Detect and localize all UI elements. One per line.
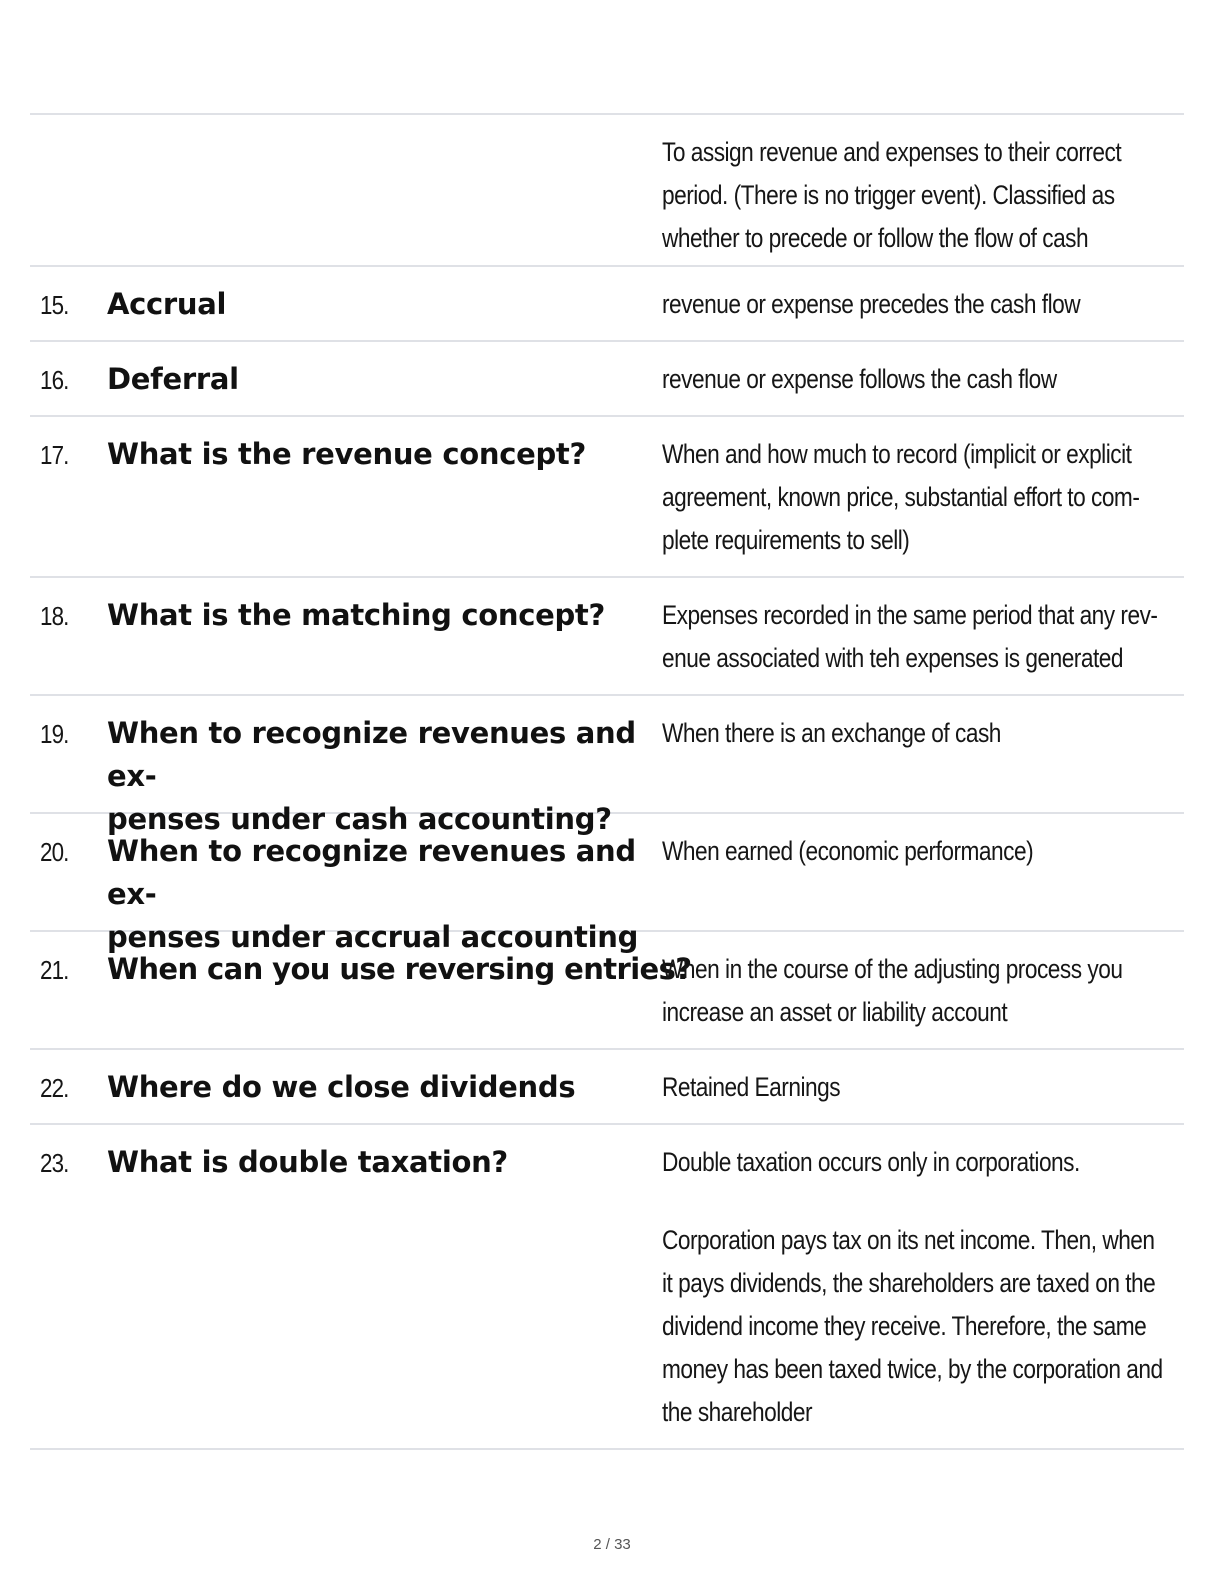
row-definition	[662, 594, 1166, 680]
row-term: When to recognize revenues and ex- penses under accrual accounting	[107, 834, 639, 954]
table-row	[30, 1125, 1184, 1450]
row-term: Deferral	[107, 362, 239, 396]
row-definition	[662, 131, 1166, 260]
definition-paragraph: To assign revenue and expenses to their correct period. (There is no trigger event). Classified as whether to precede or follow the flow of cash	[662, 137, 1122, 253]
page-number: 2 / 33	[593, 1536, 631, 1553]
row-number: 16.	[40, 365, 69, 395]
row-number: 15.	[40, 290, 69, 320]
row-term: Accrual	[107, 287, 227, 321]
row-number: 18.	[40, 601, 69, 631]
row-term: When can you use reversing entries?	[107, 952, 692, 986]
row-number: 20.	[40, 837, 69, 867]
table-row	[30, 814, 1184, 954]
row-term: What is the revenue concept?	[107, 437, 586, 471]
flashcard-table	[30, 113, 1184, 1450]
definition-paragraph: When in the course of the adjusting process you increase an asset or liability account	[662, 954, 1123, 1027]
row-definition	[662, 358, 1166, 401]
row-number: 23.	[40, 1148, 69, 1178]
table-row	[30, 578, 1184, 696]
row-definition	[662, 283, 1166, 326]
definition-paragraph: Retained Earnings	[662, 1072, 841, 1102]
definition-paragraph: When there is an exchange of cash	[662, 718, 1001, 748]
definition-paragraph: When and how much to record (implicit or explicit agreement, known price, substantial effort to com- plete requirements to sell)	[662, 439, 1140, 555]
row-definition	[662, 1141, 1166, 1434]
row-definition	[662, 712, 1166, 755]
table-row	[30, 267, 1184, 342]
definition-paragraph: When earned (economic performance)	[662, 836, 1034, 866]
definition-paragraph: revenue or expense follows the cash flow	[662, 364, 1057, 394]
row-term: Where do we close dividends	[107, 1070, 576, 1104]
row-definition	[662, 948, 1166, 1034]
row-term: What is double taxation?	[107, 1145, 508, 1179]
definition-paragraph: revenue or expense precedes the cash flow	[662, 289, 1081, 319]
row-number: 21.	[40, 955, 69, 985]
definition-paragraph: Expenses recorded in the same period that any rev- enue associated with teh expenses is generated	[662, 600, 1158, 673]
row-term: What is the matching concept?	[107, 598, 606, 632]
table-row	[30, 417, 1184, 578]
definition-paragraph: Corporation pays tax on its net income. Then, when it pays dividends, the shareholders are taxed on the dividend income they receive. Therefore, the same money has been taxed twice, by the corporation and the shareholder	[662, 1225, 1163, 1427]
table-row	[30, 115, 1184, 267]
table-row	[30, 1050, 1184, 1125]
row-number: 19.	[40, 719, 69, 749]
row-term: When to recognize revenues and ex- penses under cash accounting?	[107, 716, 636, 836]
row-definition	[662, 433, 1166, 562]
row-number: 22.	[40, 1073, 69, 1103]
definition-paragraph: Double taxation occurs only in corporations.	[662, 1147, 1080, 1177]
table-row	[30, 932, 1184, 1050]
row-number: 17.	[40, 440, 69, 470]
table-row	[30, 696, 1184, 836]
row-definition	[662, 1066, 1166, 1109]
row-definition	[662, 830, 1166, 873]
table-row	[30, 342, 1184, 417]
